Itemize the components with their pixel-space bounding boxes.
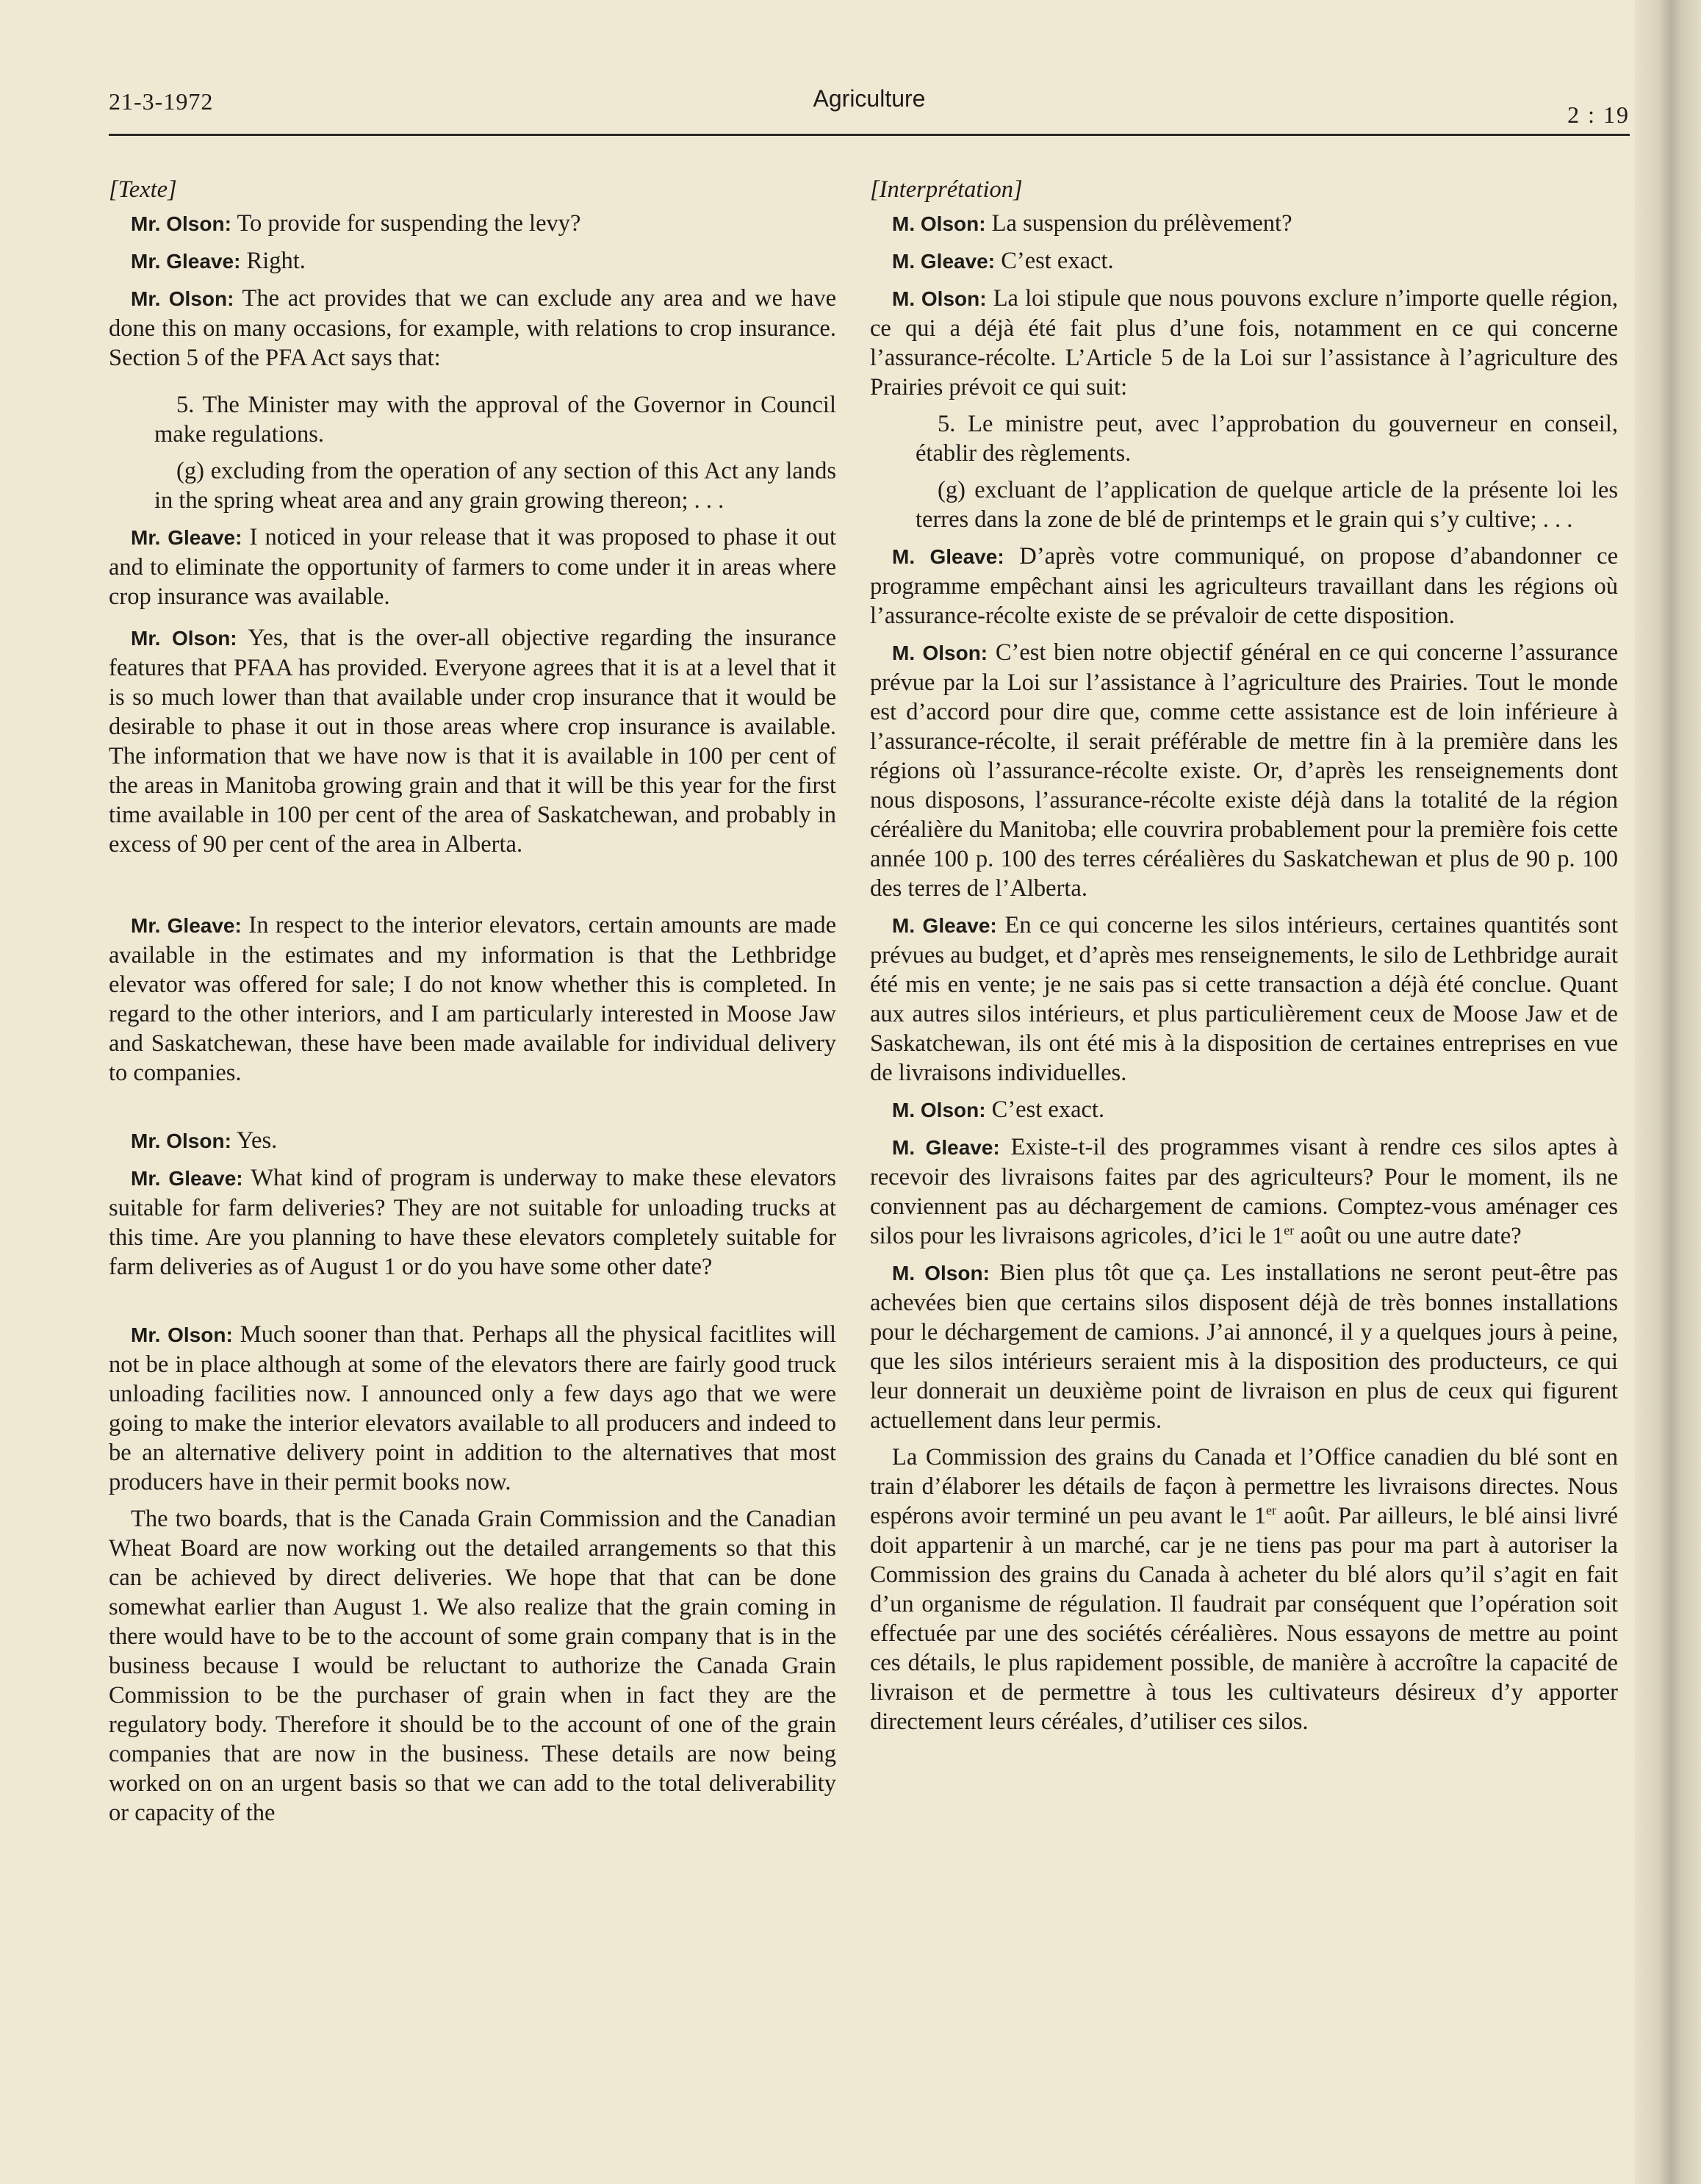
paragraph — [870, 284, 1618, 402]
speaker-name: Mr. Gleave: — [131, 914, 242, 937]
speaker-name: M. Olson: — [892, 642, 988, 664]
header-page-number: 2 : 19 — [1567, 101, 1630, 128]
speaker-name: M. Olson: — [892, 1099, 986, 1121]
paragraph — [870, 1132, 1618, 1251]
speech-text: Yes. — [236, 1127, 278, 1154]
page-edge-shadow — [1635, 0, 1701, 2184]
paragraph — [109, 209, 836, 239]
speech-text: En ce qui concerne les silos intérieurs, certaines quantités sont prévues au budget, et d’après mes renseignements, le silo de Lethbridge aurait été mis en vente; je ne sais pas si cette transaction a déjà été conclue. Quant aux autres silos intérieurs, et plus particulièrement ceux de Moose Jaw et de Saskatchewan, ils ont été mis à la disposition de certaines entreprises en vue de livraisons individuelles. — [870, 912, 1619, 1086]
header-date: 21-3-1972 — [109, 88, 214, 115]
header-title: Agriculture — [813, 85, 926, 112]
speech-text: In respect to the interior elevators, certain amounts are made available in the estimates and my information is that the Lethbridge elevator was offered for sale; I do not know whether this is completed. In regard to the other interiors, and I am particularly interested in Moose Jaw and Saskatchewan, these have been made available for individual delivery to companies. — [109, 912, 837, 1086]
speech-text: D’après votre communiqué, on propose d’abandonner ce programme empêchant ainsi les agriculteurs travaillant dans les régions où l’assurance-récolte existe de se prévaloir de cette disposition. — [870, 543, 1618, 629]
column-english — [109, 175, 836, 1835]
paragraph — [870, 246, 1618, 276]
speaker-name: M. Olson: — [892, 212, 986, 235]
paragraph: La Commission des grains du Canada et l’Office canadien du blé sont en train d’élaborer les détails de façon à permettre les livraisons directes. Nous espérons avoir terminé un peu avant le 1er août. Par ailleurs, le blé ainsi livré doit appartenir à un marché, car je ne tiens pas pour ma part à autoriser la Commission des grains du Canada à acheter du blé alors qu’il s’agit en fait d’un organisme de régulation. Il faudrait par conséquent que l’opération soit effectuée par une des sociétés céréalières. Nous essayons de mettre au point ces détails, le plus rapidement possible, de manière à accroître la capacité de livraison et de permettre à tous les cultivateurs désireux d’y apporter directement leurs céréales, d’utiliser ces silos. — [870, 1444, 1618, 1735]
speaker-name: Mr. Gleave: — [131, 250, 241, 273]
speech-text: To provide for suspending the levy? — [237, 210, 581, 237]
speaker-name: M. Gleave: — [892, 1136, 1000, 1159]
speech-text: La loi stipule que nous pouvons exclure n’importe quelle région, ce qui a déjà été fait plus d’une fois, notamment en ce qui concerne l’assurance-récolte. L’Article 5 de la Loi sur l’assistance à l’agriculture des Prairies prévoit ce qui suit: — [870, 285, 1618, 400]
speaker-name: M. Gleave: — [892, 545, 1004, 568]
paragraph — [109, 623, 836, 859]
speaker-name: Mr. Olson: — [131, 1323, 233, 1346]
paragraph — [109, 1126, 836, 1156]
quoted-regulation: 5. Le ministre peut, avec l’approbation du gouverneur en conseil, établir des règlements. — [916, 411, 1618, 467]
paragraph — [870, 209, 1618, 239]
speech-text: I noticed in your release that it was proposed to phase it out and to eliminate the opportunity of farmers to come under it in areas where crop insurance was available. — [109, 524, 837, 610]
column-french — [870, 175, 1618, 1744]
speaker-name: Mr. Olson: — [131, 627, 237, 650]
speaker-name: M. Gleave: — [892, 250, 996, 273]
speaker-name: Mr. Olson: — [131, 212, 231, 235]
paragraph — [109, 1320, 836, 1497]
paragraph: The two boards, that is the Canada Grain Commission and the Canadian Wheat Board are now working out the detailed arrangements so that this can be achieved by direct deliveries. We hope that that can be done somewhat earlier than August 1. We also realize that the grain coming in there would have to be to the account of some grain company that is in the business because I would be reluctant to authorize the Canada Grain Commission to be the purchaser of grain when in fact they are the regulatory body. Therefore it should be to the account of one of the grain companies that are now in the business. These details are now being worked on on an urgent basis so that we can add to the total deliverability or capacity of the — [109, 1506, 836, 1826]
paragraph — [109, 246, 836, 276]
speaker-name: Mr. Olson: — [131, 1129, 231, 1152]
paragraph — [870, 638, 1618, 903]
paragraph — [870, 542, 1618, 631]
paragraph — [870, 1095, 1618, 1125]
speech-text: Right. — [246, 248, 306, 274]
speech-text: Yes, that is the over-all objective regarding the insurance features that PFAA has provided. Everyone agrees that it is at a level that it is so much lower than that available under crop insurance that it would be desirable to phase it out in those areas where crop insurance is available. The information that we have now is that it is available in 100 per cent of the areas in Manitoba growing grain and that it will be this year for the first time available in 100 per cent of the area of Saskatchewan, and probably in excess of 90 per cent of the area in Alberta. — [109, 625, 836, 858]
speaker-name: Mr. Gleave: — [131, 1167, 243, 1190]
speaker-name: M. Olson: — [892, 287, 987, 310]
speaker-name: Mr. Olson: — [131, 287, 234, 310]
speaker-name: Mr. Gleave: — [131, 526, 242, 549]
speech-text: Bien plus tôt que ça. Les installations ne seront peut-être pas achevées bien que certains silos disposent déjà de très bonnes installations pour le déchargement de camions. J’ai annoncé, il y a quelques jours à peine, que les silos intérieurs seraient mis à la disposition des producteurs, ce qui leur donnerait un deuxième point de livraison en plus de ceux qui figurent actuellement dans leur permis. — [870, 1260, 1619, 1434]
paragraph — [870, 1258, 1618, 1435]
paragraph — [109, 910, 836, 1088]
section-label: [Interprétation] — [870, 176, 1023, 203]
speech-text: C’est bien notre objectif général en ce qui concerne l’assurance prévue par la Loi sur l’assistance à l’agriculture des Prairies. Tout le monde est d’accord pour dire que, comme cette assistance est de loin inférieure à l’assurance-récolte, il serait préférable de mettre fin à la première dans les régions où l’assurance-récolte existe. Or, d’après les renseignements dont nous disposons, l’assurance-récolte existe déjà dans la totalité de la région céréalière du Manitoba; elle couvrira probablement pour la première fois cette année 100 p. 100 des terres céréalières du Saskatchewan et plus de 90 p. 100 des terres de l’Alberta. — [870, 639, 1618, 902]
speech-text: The act provides that we can exclude any area and we have done this on many occasions, for example, with relations to crop insurance. Section 5 of the PFA Act says that: — [109, 285, 837, 371]
speech-text: La suspension du prélèvement? — [991, 210, 1292, 237]
page-header — [109, 82, 1630, 136]
paragraph — [109, 284, 836, 373]
quoted-regulation: (g) excluant de l’application de quelque article de la présente loi les terres dans la zone de blé de printemps et le grain qui s’y cultive; . . . — [916, 477, 1618, 533]
paragraph — [109, 1163, 836, 1282]
speaker-name: M. Olson: — [892, 1262, 990, 1285]
paragraph — [109, 522, 836, 611]
speech-text: Existe-t-il des programmes visant à rendre ces silos aptes à recevoir des livraisons faites par des agriculteurs? Pour le moment, ils ne conviennent pas au déchargement de camions. Comptez-vous aménager ces silos pour les livraisons agricoles, d’ici le 1er août ou une autre date? — [870, 1134, 1619, 1249]
paragraph — [870, 910, 1618, 1088]
quoted-regulation: (g) excluding from the operation of any section of this Act any lands in the spring wheat area and any grain growing thereon; . . . — [154, 458, 836, 514]
section-label: [Texte] — [109, 176, 177, 203]
speaker-name: M. Gleave: — [892, 914, 997, 937]
quoted-regulation: 5. The Minister may with the approval of the Governor in Council make regulations. — [154, 392, 836, 448]
speech-text: Much sooner than that. Perhaps all the physical facitlites will not be in place although at some of the elevators there are fairly good truck unloading facilities now. I announced only a few days ago that we were going to make the interior elevators available to all producers and indeed to be an alternative delivery point in addition to the alternatives that most producers have in their permit books now. — [109, 1321, 836, 1495]
speech-text: C’est exact. — [991, 1096, 1105, 1123]
speech-text: C’est exact. — [1001, 248, 1114, 274]
speech-text: What kind of program is underway to make these elevators suitable for farm deliveries? They are not suitable for unloading trucks at this time. Are you planning to have these elevators completely suitable for farm deliveries as of August 1 or do you have some other date? — [109, 1165, 836, 1280]
